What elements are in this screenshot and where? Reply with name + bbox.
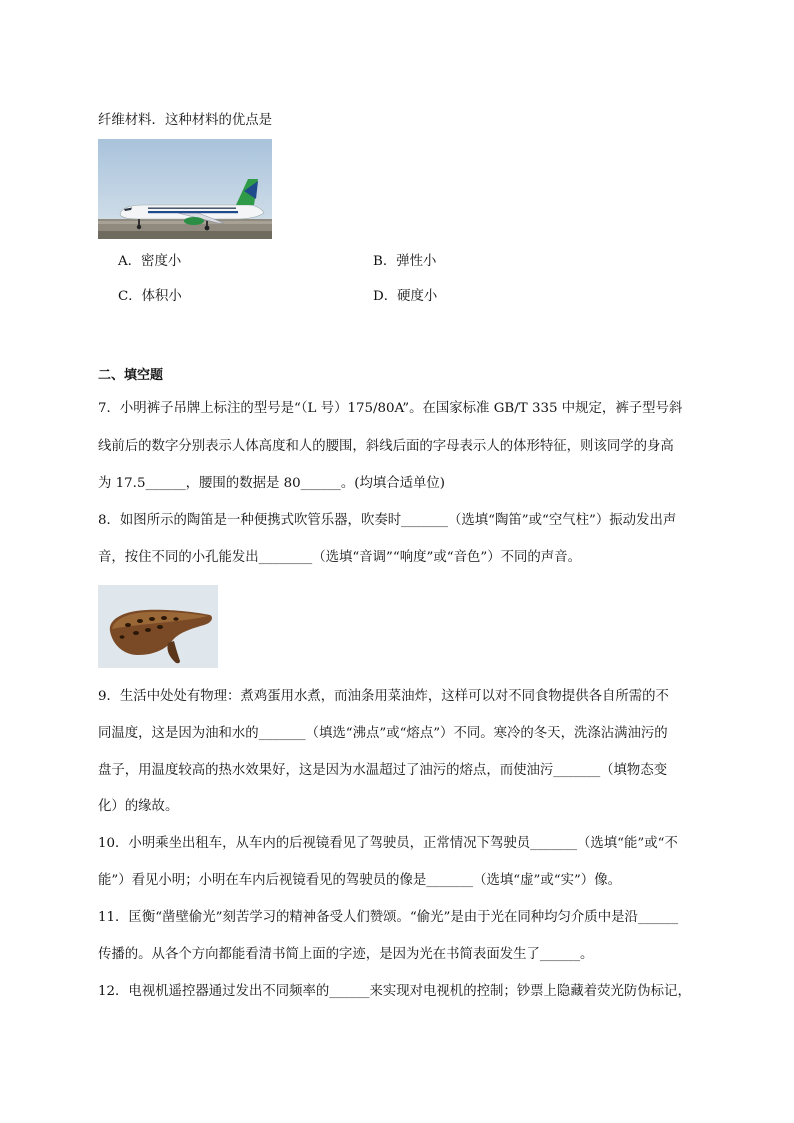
q11-line-1: 11．匡衡“凿壁偷光”刻苦学习的精神备受人们赞颂。“偷光”是由于光在同种均匀介质中是沿______	[98, 910, 679, 925]
q9-line-3: 盘子，用温度较高的热水效果好，这是因为水温超过了油污的熔点，而使油污_______（填物态变	[98, 763, 668, 778]
q9-line-1: 9．生活中处处有物理：煮鸡蛋用水煮，而油条用菜油炸，这样可以对不同食物提供各自所需的不	[98, 689, 669, 704]
q7-line-2: 线前后的数字分别表示人体高度和人的腰围，斜线后面的字母表示人的体形特征，则该同学的身高	[98, 439, 674, 454]
q12-line-1: 12．电视机遥控器通过发出不同频率的______来实现对电视机的控制；钞票上隐藏着荧光防伪标记，	[98, 984, 691, 999]
q9-line-4: 化）的缘故。	[98, 799, 179, 814]
q7-line-1: 7．小明裤子吊牌上标注的型号是“（L 号）175/80A”。在国家标准 GB/T 335 中规定，裤子型号斜	[98, 401, 683, 416]
q11-line-2: 传播的。从各个方向都能看清书简上面的字迹，是因为光在书简表面发生了______。	[98, 947, 594, 962]
ocarina-image	[98, 585, 218, 668]
q7-line-3: 为 17.5______，腰围的数据是 80______。(均填合适单位)	[98, 476, 446, 491]
section-heading: 二、填空题	[98, 368, 164, 383]
q8-line-2: 音，按住不同的小孔能发出________（选填“音调”“响度”或“音色”）不同的声音。	[98, 550, 581, 565]
q10-line-2: 能”）看见小明；小明在车内后视镜看见的驾驶员的像是_______（选填“虚”或“实”）像。	[98, 873, 621, 888]
q9-line-2: 同温度，这是因为油和水的_______（填选“沸点”或“熔点”）不同。寒冷的冬天，洗涤沾满油污的	[98, 726, 668, 741]
q10-line-1: 10．小明乘坐出租车，从车内的后视镜看见了驾驶员，正常情况下驾驶员_______（选填“能”或“不	[98, 836, 678, 851]
q6-option-d: D．硬度小	[373, 289, 438, 304]
airplane-image	[98, 139, 272, 239]
q8-line-1: 8．如图所示的陶笛是一种便携式吹管乐器，吹奏时_______（选填“陶笛”或“空气柱”）振动发出声	[98, 513, 677, 528]
q6-option-b: B．弹性小	[373, 254, 437, 269]
q6-option-c: C．体积小	[118, 289, 182, 304]
q6-option-a: A．密度小	[118, 254, 182, 269]
q6-stem-tail: 纤维材料．这种材料的优点是	[98, 113, 273, 128]
